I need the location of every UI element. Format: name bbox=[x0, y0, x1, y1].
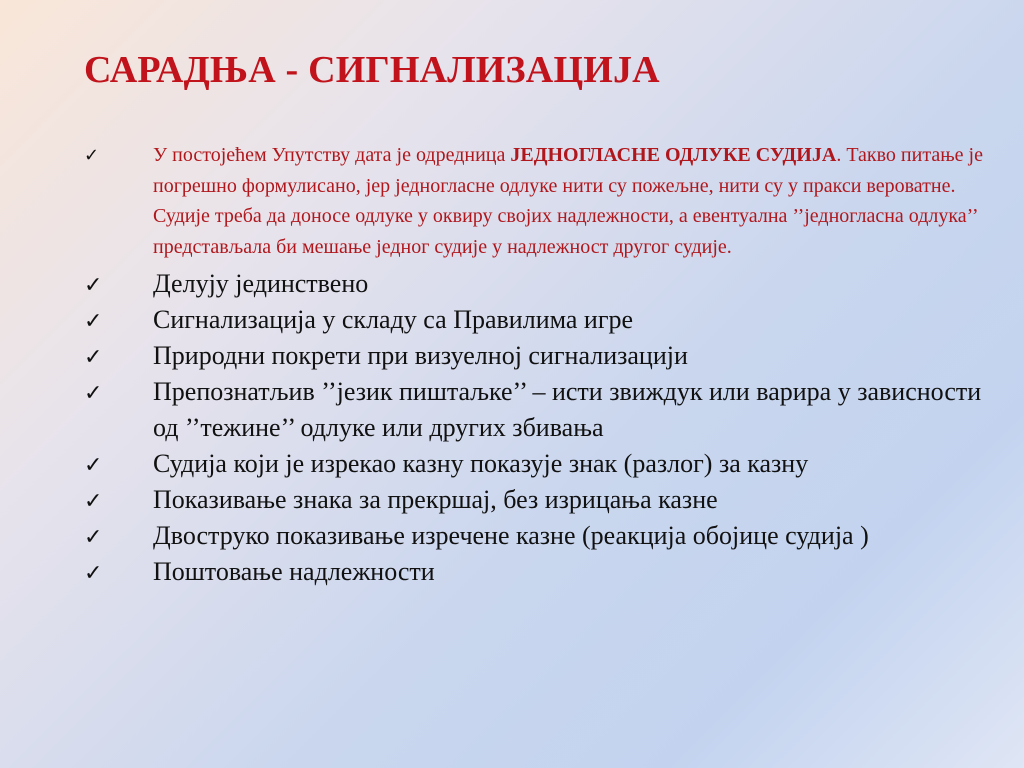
checkmark-icon: ✓ bbox=[84, 525, 103, 550]
bullet-list bbox=[84, 140, 984, 590]
list-item bbox=[84, 446, 984, 482]
list-item bbox=[84, 482, 984, 518]
list-item bbox=[84, 518, 984, 554]
list-item bbox=[84, 554, 984, 590]
list-item-text: Двоструко показивање изречене казне (реакција обојице судија ) bbox=[153, 521, 869, 550]
checkmark-icon: ✓ bbox=[84, 345, 103, 370]
list-item bbox=[84, 374, 984, 446]
list-item-text: Сигнализација у складу са Правилима игре bbox=[153, 305, 634, 334]
list-item-text: Показивање знака за прекршај, без изрицања казне bbox=[153, 485, 718, 514]
list-item-text: Поштовање надлежности bbox=[153, 557, 435, 586]
note-text-part2: . Такво питање је погрешно формулисано, јер једногласне одлуке нити су пожељне, нити су у пракси вероватне. Судије треба да доносе одлуке у оквиру својих надлежности, а евентуална ’’једногласна одлука’’ представљала би мешање једног судије у надлежност другог судије. bbox=[153, 144, 983, 258]
note-text-bold: ЈЕДНОГЛАСНЕ ОДЛУКЕ СУДИЈА bbox=[510, 144, 837, 166]
list-item bbox=[84, 266, 984, 302]
slide-title: САРАДЊА - СИГНАЛИЗАЦИЈА bbox=[84, 49, 660, 91]
note-text-part1: У постојећем Упутству дата је одредница bbox=[153, 144, 511, 166]
checkmark-icon: ✓ bbox=[84, 381, 103, 406]
list-item-text: Препознатљив ’’језик пиштаљке’’ – исти звиждук или варира у зависности од ’’тежине’’ одлуке или других збивања bbox=[153, 377, 982, 442]
list-item bbox=[84, 302, 984, 338]
checkmark-icon: ✓ bbox=[84, 453, 103, 478]
list-item-text: Делују јединствено bbox=[153, 269, 369, 298]
checkmark-icon: ✓ bbox=[84, 561, 103, 586]
checkmark-icon: ✓ bbox=[84, 489, 103, 514]
list-item-text: Природни покрети при визуелној сигнализацији bbox=[153, 341, 688, 370]
checkmark-icon: ✓ bbox=[84, 145, 100, 166]
list-item-text: Судија који је изрекао казну показује знак (разлог) за казну bbox=[153, 449, 809, 478]
list-item bbox=[84, 338, 984, 374]
checkmark-icon: ✓ bbox=[84, 273, 103, 298]
note-item bbox=[84, 140, 984, 262]
checkmark-icon: ✓ bbox=[84, 309, 103, 334]
